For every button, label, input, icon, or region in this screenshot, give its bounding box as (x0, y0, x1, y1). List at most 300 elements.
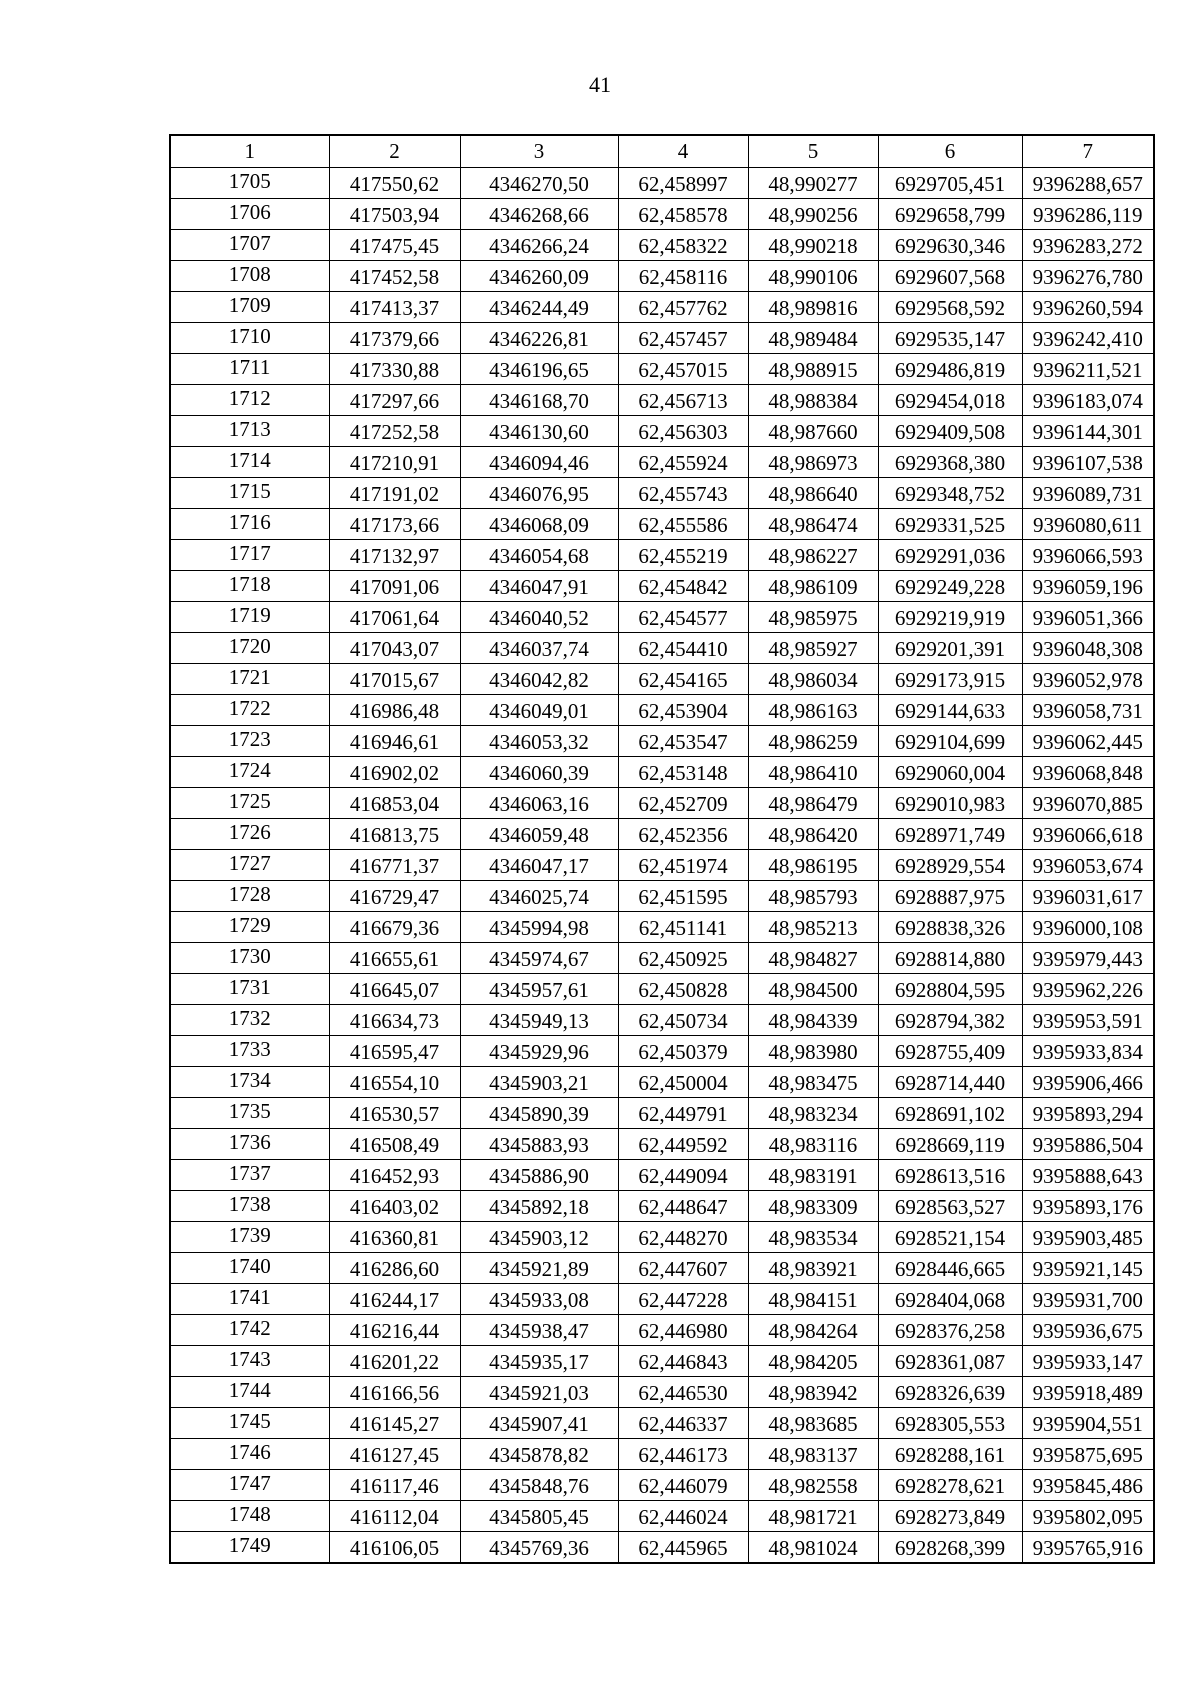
table-cell: 417297,66 (329, 385, 460, 416)
table-cell: 62,458997 (618, 168, 748, 199)
table-cell: 9395903,485 (1022, 1222, 1154, 1253)
table-cell: 417413,37 (329, 292, 460, 323)
table-cell: 6929368,380 (878, 447, 1022, 478)
table-cell: 6928814,880 (878, 943, 1022, 974)
table-cell: 6928563,527 (878, 1191, 1022, 1222)
point-number-cell: 1718 (170, 571, 329, 602)
table-cell: 62,454410 (618, 633, 748, 664)
point-number-cell: 1729 (170, 912, 329, 943)
table-row (170, 726, 1154, 757)
point-number-cell: 1716 (170, 509, 329, 540)
table-cell: 62,453148 (618, 757, 748, 788)
table-row (170, 788, 1154, 819)
table-cell: 4346054,68 (460, 540, 618, 571)
table-cell: 6929454,018 (878, 385, 1022, 416)
table-cell: 416771,37 (329, 850, 460, 881)
table-cell: 4346130,60 (460, 416, 618, 447)
table-cell: 9395886,504 (1022, 1129, 1154, 1160)
table-cell: 9396080,611 (1022, 509, 1154, 540)
table-cell: 62,448647 (618, 1191, 748, 1222)
point-number-cell: 1705 (170, 168, 329, 199)
table-row (170, 1129, 1154, 1160)
point-number-cell: 1731 (170, 974, 329, 1005)
point-number-cell: 1713 (170, 416, 329, 447)
table-row (170, 1501, 1154, 1532)
table-cell: 9396031,617 (1022, 881, 1154, 912)
table-cell: 9396058,731 (1022, 695, 1154, 726)
table-cell: 9396286,119 (1022, 199, 1154, 230)
table-cell: 4346037,74 (460, 633, 618, 664)
table-cell: 9395933,834 (1022, 1036, 1154, 1067)
table-cell: 6928613,516 (878, 1160, 1022, 1191)
table-cell: 6929060,004 (878, 757, 1022, 788)
table-cell: 417452,58 (329, 261, 460, 292)
table-cell: 48,985793 (748, 881, 878, 912)
table-cell: 62,446843 (618, 1346, 748, 1377)
column-header-1: 1 (170, 135, 329, 168)
table-cell: 9395936,675 (1022, 1315, 1154, 1346)
table-cell: 4345994,98 (460, 912, 618, 943)
table-cell: 48,989816 (748, 292, 878, 323)
table-cell: 6928755,409 (878, 1036, 1022, 1067)
table-cell: 62,455586 (618, 509, 748, 540)
table-cell: 417132,97 (329, 540, 460, 571)
table-cell: 9396242,410 (1022, 323, 1154, 354)
column-header-5: 5 (748, 135, 878, 168)
table-row (170, 1439, 1154, 1470)
table-cell: 9396107,538 (1022, 447, 1154, 478)
point-number-cell: 1748 (170, 1501, 329, 1532)
table-cell: 6928446,665 (878, 1253, 1022, 1284)
table-body (170, 168, 1154, 1564)
table-cell: 48,986227 (748, 540, 878, 571)
table-cell: 4345886,90 (460, 1160, 618, 1191)
table-cell: 9395893,176 (1022, 1191, 1154, 1222)
point-number-cell: 1707 (170, 230, 329, 261)
table-cell: 6929348,752 (878, 478, 1022, 509)
point-number-cell: 1719 (170, 602, 329, 633)
table-cell: 416106,05 (329, 1532, 460, 1564)
table-cell: 9396048,308 (1022, 633, 1154, 664)
table-row (170, 1191, 1154, 1222)
table-cell: 48,982558 (748, 1470, 878, 1501)
table-cell: 62,446980 (618, 1315, 748, 1346)
table-cell: 62,455743 (618, 478, 748, 509)
point-number-cell: 1715 (170, 478, 329, 509)
table-cell: 9395845,486 (1022, 1470, 1154, 1501)
coordinates-table (169, 134, 1155, 1564)
table-cell: 6928305,553 (878, 1408, 1022, 1439)
table-cell: 62,453904 (618, 695, 748, 726)
table-cell: 6928691,102 (878, 1098, 1022, 1129)
table-row (170, 1315, 1154, 1346)
table-cell: 416452,93 (329, 1160, 460, 1191)
table-cell: 62,457457 (618, 323, 748, 354)
table-cell: 4345921,03 (460, 1377, 618, 1408)
table-cell: 6928361,087 (878, 1346, 1022, 1377)
table-cell: 48,983921 (748, 1253, 878, 1284)
table-cell: 416813,75 (329, 819, 460, 850)
table-cell: 48,985213 (748, 912, 878, 943)
table-cell: 4345878,82 (460, 1439, 618, 1470)
point-number-cell: 1745 (170, 1408, 329, 1439)
table-cell: 416634,73 (329, 1005, 460, 1036)
point-number-cell: 1735 (170, 1098, 329, 1129)
table-cell: 416655,61 (329, 943, 460, 974)
table-cell: 4345805,45 (460, 1501, 618, 1532)
table-cell: 9396051,366 (1022, 602, 1154, 633)
table-row (170, 912, 1154, 943)
table-cell: 62,451974 (618, 850, 748, 881)
table-cell: 417475,45 (329, 230, 460, 261)
table-cell: 62,450828 (618, 974, 748, 1005)
table-cell: 417550,62 (329, 168, 460, 199)
table-cell: 62,449791 (618, 1098, 748, 1129)
table-cell: 9395921,145 (1022, 1253, 1154, 1284)
table-cell: 6928521,154 (878, 1222, 1022, 1253)
table-cell: 4346025,74 (460, 881, 618, 912)
table-cell: 416729,47 (329, 881, 460, 912)
table-cell: 48,989484 (748, 323, 878, 354)
table-row (170, 881, 1154, 912)
table-cell: 9396089,731 (1022, 478, 1154, 509)
table-cell: 6929201,391 (878, 633, 1022, 664)
table-cell: 48,988384 (748, 385, 878, 416)
table-cell: 417061,64 (329, 602, 460, 633)
table-cell: 9395962,226 (1022, 974, 1154, 1005)
table-cell: 9395904,551 (1022, 1408, 1154, 1439)
table-cell: 416530,57 (329, 1098, 460, 1129)
table-cell: 48,987660 (748, 416, 878, 447)
table-cell: 9396053,674 (1022, 850, 1154, 881)
table-cell: 6929535,147 (878, 323, 1022, 354)
column-header-3: 3 (460, 135, 618, 168)
point-number-cell: 1737 (170, 1160, 329, 1191)
table-cell: 9395906,466 (1022, 1067, 1154, 1098)
table-cell: 4346068,09 (460, 509, 618, 540)
table-cell: 416286,60 (329, 1253, 460, 1284)
table-cell: 6929104,699 (878, 726, 1022, 757)
point-number-cell: 1721 (170, 664, 329, 695)
table-cell: 6928714,440 (878, 1067, 1022, 1098)
table-cell: 416853,04 (329, 788, 460, 819)
table-cell: 48,986034 (748, 664, 878, 695)
table-cell: 417173,66 (329, 509, 460, 540)
table-cell: 4345890,39 (460, 1098, 618, 1129)
table-cell: 62,458322 (618, 230, 748, 261)
table-cell: 48,986973 (748, 447, 878, 478)
point-number-cell: 1732 (170, 1005, 329, 1036)
table-cell: 416946,61 (329, 726, 460, 757)
point-number-cell: 1725 (170, 788, 329, 819)
table-cell: 416112,04 (329, 1501, 460, 1532)
table-row (170, 478, 1154, 509)
table-cell: 416127,45 (329, 1439, 460, 1470)
table-cell: 48,984151 (748, 1284, 878, 1315)
table-cell: 6928887,975 (878, 881, 1022, 912)
table-cell: 9395918,489 (1022, 1377, 1154, 1408)
point-number-cell: 1734 (170, 1067, 329, 1098)
table-cell: 416679,36 (329, 912, 460, 943)
page-number: 41 (589, 72, 611, 97)
table-row (170, 1470, 1154, 1501)
table-cell: 4345929,96 (460, 1036, 618, 1067)
table-cell: 9395875,695 (1022, 1439, 1154, 1470)
table-cell: 48,985927 (748, 633, 878, 664)
table-cell: 62,456713 (618, 385, 748, 416)
table-cell: 62,446024 (618, 1501, 748, 1532)
table-cell: 417043,07 (329, 633, 460, 664)
table-cell: 417379,66 (329, 323, 460, 354)
table-cell: 4346047,91 (460, 571, 618, 602)
table-cell: 9396276,780 (1022, 261, 1154, 292)
table-cell: 4346268,66 (460, 199, 618, 230)
table-cell: 416145,27 (329, 1408, 460, 1439)
table-cell: 62,457015 (618, 354, 748, 385)
table-cell: 48,983942 (748, 1377, 878, 1408)
point-number-cell: 1742 (170, 1315, 329, 1346)
table-cell: 4345957,61 (460, 974, 618, 1005)
table-cell: 9395893,294 (1022, 1098, 1154, 1129)
point-number-cell: 1733 (170, 1036, 329, 1067)
table-cell: 416360,81 (329, 1222, 460, 1253)
table-cell: 416166,56 (329, 1377, 460, 1408)
point-number-cell: 1727 (170, 850, 329, 881)
table-cell: 416645,07 (329, 974, 460, 1005)
table-row (170, 1284, 1154, 1315)
point-number-cell: 1728 (170, 881, 329, 912)
table-cell: 48,986420 (748, 819, 878, 850)
table-cell: 4346076,95 (460, 478, 618, 509)
table-cell: 417503,94 (329, 199, 460, 230)
table-cell: 48,986410 (748, 757, 878, 788)
table-cell: 4345933,08 (460, 1284, 618, 1315)
point-number-cell: 1749 (170, 1532, 329, 1564)
table-cell: 48,985975 (748, 602, 878, 633)
table-cell: 4346260,09 (460, 261, 618, 292)
point-number-cell: 1720 (170, 633, 329, 664)
table-cell: 48,986479 (748, 788, 878, 819)
point-number-cell: 1741 (170, 1284, 329, 1315)
table-cell: 4345949,13 (460, 1005, 618, 1036)
table-row (170, 447, 1154, 478)
table-cell: 62,446530 (618, 1377, 748, 1408)
table-cell: 9395953,591 (1022, 1005, 1154, 1036)
table-cell: 4346244,49 (460, 292, 618, 323)
table-cell: 62,450925 (618, 943, 748, 974)
table-row (170, 385, 1154, 416)
table-cell: 6928273,849 (878, 1501, 1022, 1532)
table-cell: 48,983116 (748, 1129, 878, 1160)
point-number-cell: 1739 (170, 1222, 329, 1253)
table-cell: 48,983234 (748, 1098, 878, 1129)
table-cell: 48,986259 (748, 726, 878, 757)
column-header-6: 6 (878, 135, 1022, 168)
table-cell: 9396052,978 (1022, 664, 1154, 695)
table-cell: 417191,02 (329, 478, 460, 509)
table-cell: 62,448270 (618, 1222, 748, 1253)
table-cell: 416986,48 (329, 695, 460, 726)
column-header-4: 4 (618, 135, 748, 168)
table-cell: 48,984500 (748, 974, 878, 1005)
table-row (170, 695, 1154, 726)
table-cell: 48,983137 (748, 1439, 878, 1470)
table-cell: 9395888,643 (1022, 1160, 1154, 1191)
table-cell: 4346059,48 (460, 819, 618, 850)
table-cell: 6928804,595 (878, 974, 1022, 1005)
table-cell: 48,984339 (748, 1005, 878, 1036)
table-cell: 48,981721 (748, 1501, 878, 1532)
table-cell: 9396062,445 (1022, 726, 1154, 757)
table-cell: 4345974,67 (460, 943, 618, 974)
table-row (170, 1377, 1154, 1408)
table-cell: 6928268,399 (878, 1532, 1022, 1564)
table-cell: 62,454842 (618, 571, 748, 602)
table-cell: 62,450379 (618, 1036, 748, 1067)
table-cell: 48,986109 (748, 571, 878, 602)
table-cell: 9396066,618 (1022, 819, 1154, 850)
table-cell: 48,983309 (748, 1191, 878, 1222)
table-cell: 62,454165 (618, 664, 748, 695)
table-row (170, 850, 1154, 881)
table-cell: 417210,91 (329, 447, 460, 478)
table-cell: 4345938,47 (460, 1315, 618, 1346)
table-row (170, 1036, 1154, 1067)
table-cell: 416216,44 (329, 1315, 460, 1346)
table-cell: 6929144,633 (878, 695, 1022, 726)
table-cell: 62,446337 (618, 1408, 748, 1439)
table-cell: 62,445965 (618, 1532, 748, 1564)
table-cell: 62,451141 (618, 912, 748, 943)
table-cell: 48,990218 (748, 230, 878, 261)
table-cell: 6929249,228 (878, 571, 1022, 602)
table-row (170, 1532, 1154, 1564)
table-cell: 48,986474 (748, 509, 878, 540)
table-cell: 9396183,074 (1022, 385, 1154, 416)
table-cell: 6929658,799 (878, 199, 1022, 230)
table-cell: 4345848,76 (460, 1470, 618, 1501)
table-cell: 62,449592 (618, 1129, 748, 1160)
point-number-cell: 1710 (170, 323, 329, 354)
table-cell: 4346060,39 (460, 757, 618, 788)
table-cell: 48,983534 (748, 1222, 878, 1253)
point-number-cell: 1724 (170, 757, 329, 788)
table-cell: 4345883,93 (460, 1129, 618, 1160)
table-row (170, 1005, 1154, 1036)
table-cell: 6928971,749 (878, 819, 1022, 850)
table-row (170, 943, 1154, 974)
table-row (170, 230, 1154, 261)
table-cell: 9396211,521 (1022, 354, 1154, 385)
table-cell: 4346270,50 (460, 168, 618, 199)
table-cell: 416244,17 (329, 1284, 460, 1315)
table-cell: 416201,22 (329, 1346, 460, 1377)
point-number-cell: 1723 (170, 726, 329, 757)
table-cell: 9395933,147 (1022, 1346, 1154, 1377)
table-row (170, 633, 1154, 664)
table-cell: 6929331,525 (878, 509, 1022, 540)
table-cell: 62,447607 (618, 1253, 748, 1284)
table-cell: 48,988915 (748, 354, 878, 385)
table-cell: 4345935,17 (460, 1346, 618, 1377)
point-number-cell: 1706 (170, 199, 329, 230)
table-row (170, 1253, 1154, 1284)
table-cell: 62,456303 (618, 416, 748, 447)
table-cell: 6929705,451 (878, 168, 1022, 199)
table-row (170, 571, 1154, 602)
table-cell: 9395802,095 (1022, 1501, 1154, 1532)
table-cell: 6928404,068 (878, 1284, 1022, 1315)
table-cell: 416403,02 (329, 1191, 460, 1222)
table-cell: 6928838,326 (878, 912, 1022, 943)
table-cell: 416595,47 (329, 1036, 460, 1067)
table-cell: 9396144,301 (1022, 416, 1154, 447)
table-cell: 48,983685 (748, 1408, 878, 1439)
table-cell: 6929630,346 (878, 230, 1022, 261)
table-cell: 48,990277 (748, 168, 878, 199)
point-number-cell: 1722 (170, 695, 329, 726)
column-header-7: 7 (1022, 135, 1154, 168)
table-row (170, 819, 1154, 850)
point-number-cell: 1711 (170, 354, 329, 385)
table-cell: 62,455219 (618, 540, 748, 571)
table-cell: 48,986163 (748, 695, 878, 726)
table-cell: 4345921,89 (460, 1253, 618, 1284)
table-cell: 62,457762 (618, 292, 748, 323)
table-cell: 62,452709 (618, 788, 748, 819)
table-cell: 4346049,01 (460, 695, 618, 726)
table-cell: 4346053,32 (460, 726, 618, 757)
table-cell: 416902,02 (329, 757, 460, 788)
table-cell: 9396000,108 (1022, 912, 1154, 943)
table-cell: 4346047,17 (460, 850, 618, 881)
table-cell: 62,450004 (618, 1067, 748, 1098)
table-row (170, 1222, 1154, 1253)
table-cell: 48,984827 (748, 943, 878, 974)
table-cell: 62,447228 (618, 1284, 748, 1315)
table-cell: 9395931,700 (1022, 1284, 1154, 1315)
point-number-cell: 1738 (170, 1191, 329, 1222)
table-cell: 4346226,81 (460, 323, 618, 354)
table-cell: 62,449094 (618, 1160, 748, 1191)
table-cell: 417252,58 (329, 416, 460, 447)
table-row (170, 602, 1154, 633)
header-row (170, 135, 1154, 168)
table-cell: 6928794,382 (878, 1005, 1022, 1036)
point-number-cell: 1743 (170, 1346, 329, 1377)
table-cell: 9396260,594 (1022, 292, 1154, 323)
table-cell: 62,454577 (618, 602, 748, 633)
table-cell: 4345907,41 (460, 1408, 618, 1439)
table-cell: 48,983475 (748, 1067, 878, 1098)
table-cell: 4345903,12 (460, 1222, 618, 1253)
table-cell: 416117,46 (329, 1470, 460, 1501)
table-cell: 62,455924 (618, 447, 748, 478)
table-cell: 9396070,885 (1022, 788, 1154, 819)
table-cell: 4346094,46 (460, 447, 618, 478)
table-cell: 4345892,18 (460, 1191, 618, 1222)
table-cell: 62,450734 (618, 1005, 748, 1036)
point-number-cell: 1726 (170, 819, 329, 850)
table-row (170, 261, 1154, 292)
table-cell: 9395765,916 (1022, 1532, 1154, 1564)
table-cell: 48,983191 (748, 1160, 878, 1191)
table-row (170, 199, 1154, 230)
table-row (170, 292, 1154, 323)
table-row (170, 509, 1154, 540)
table-cell: 417015,67 (329, 664, 460, 695)
table-row (170, 1346, 1154, 1377)
